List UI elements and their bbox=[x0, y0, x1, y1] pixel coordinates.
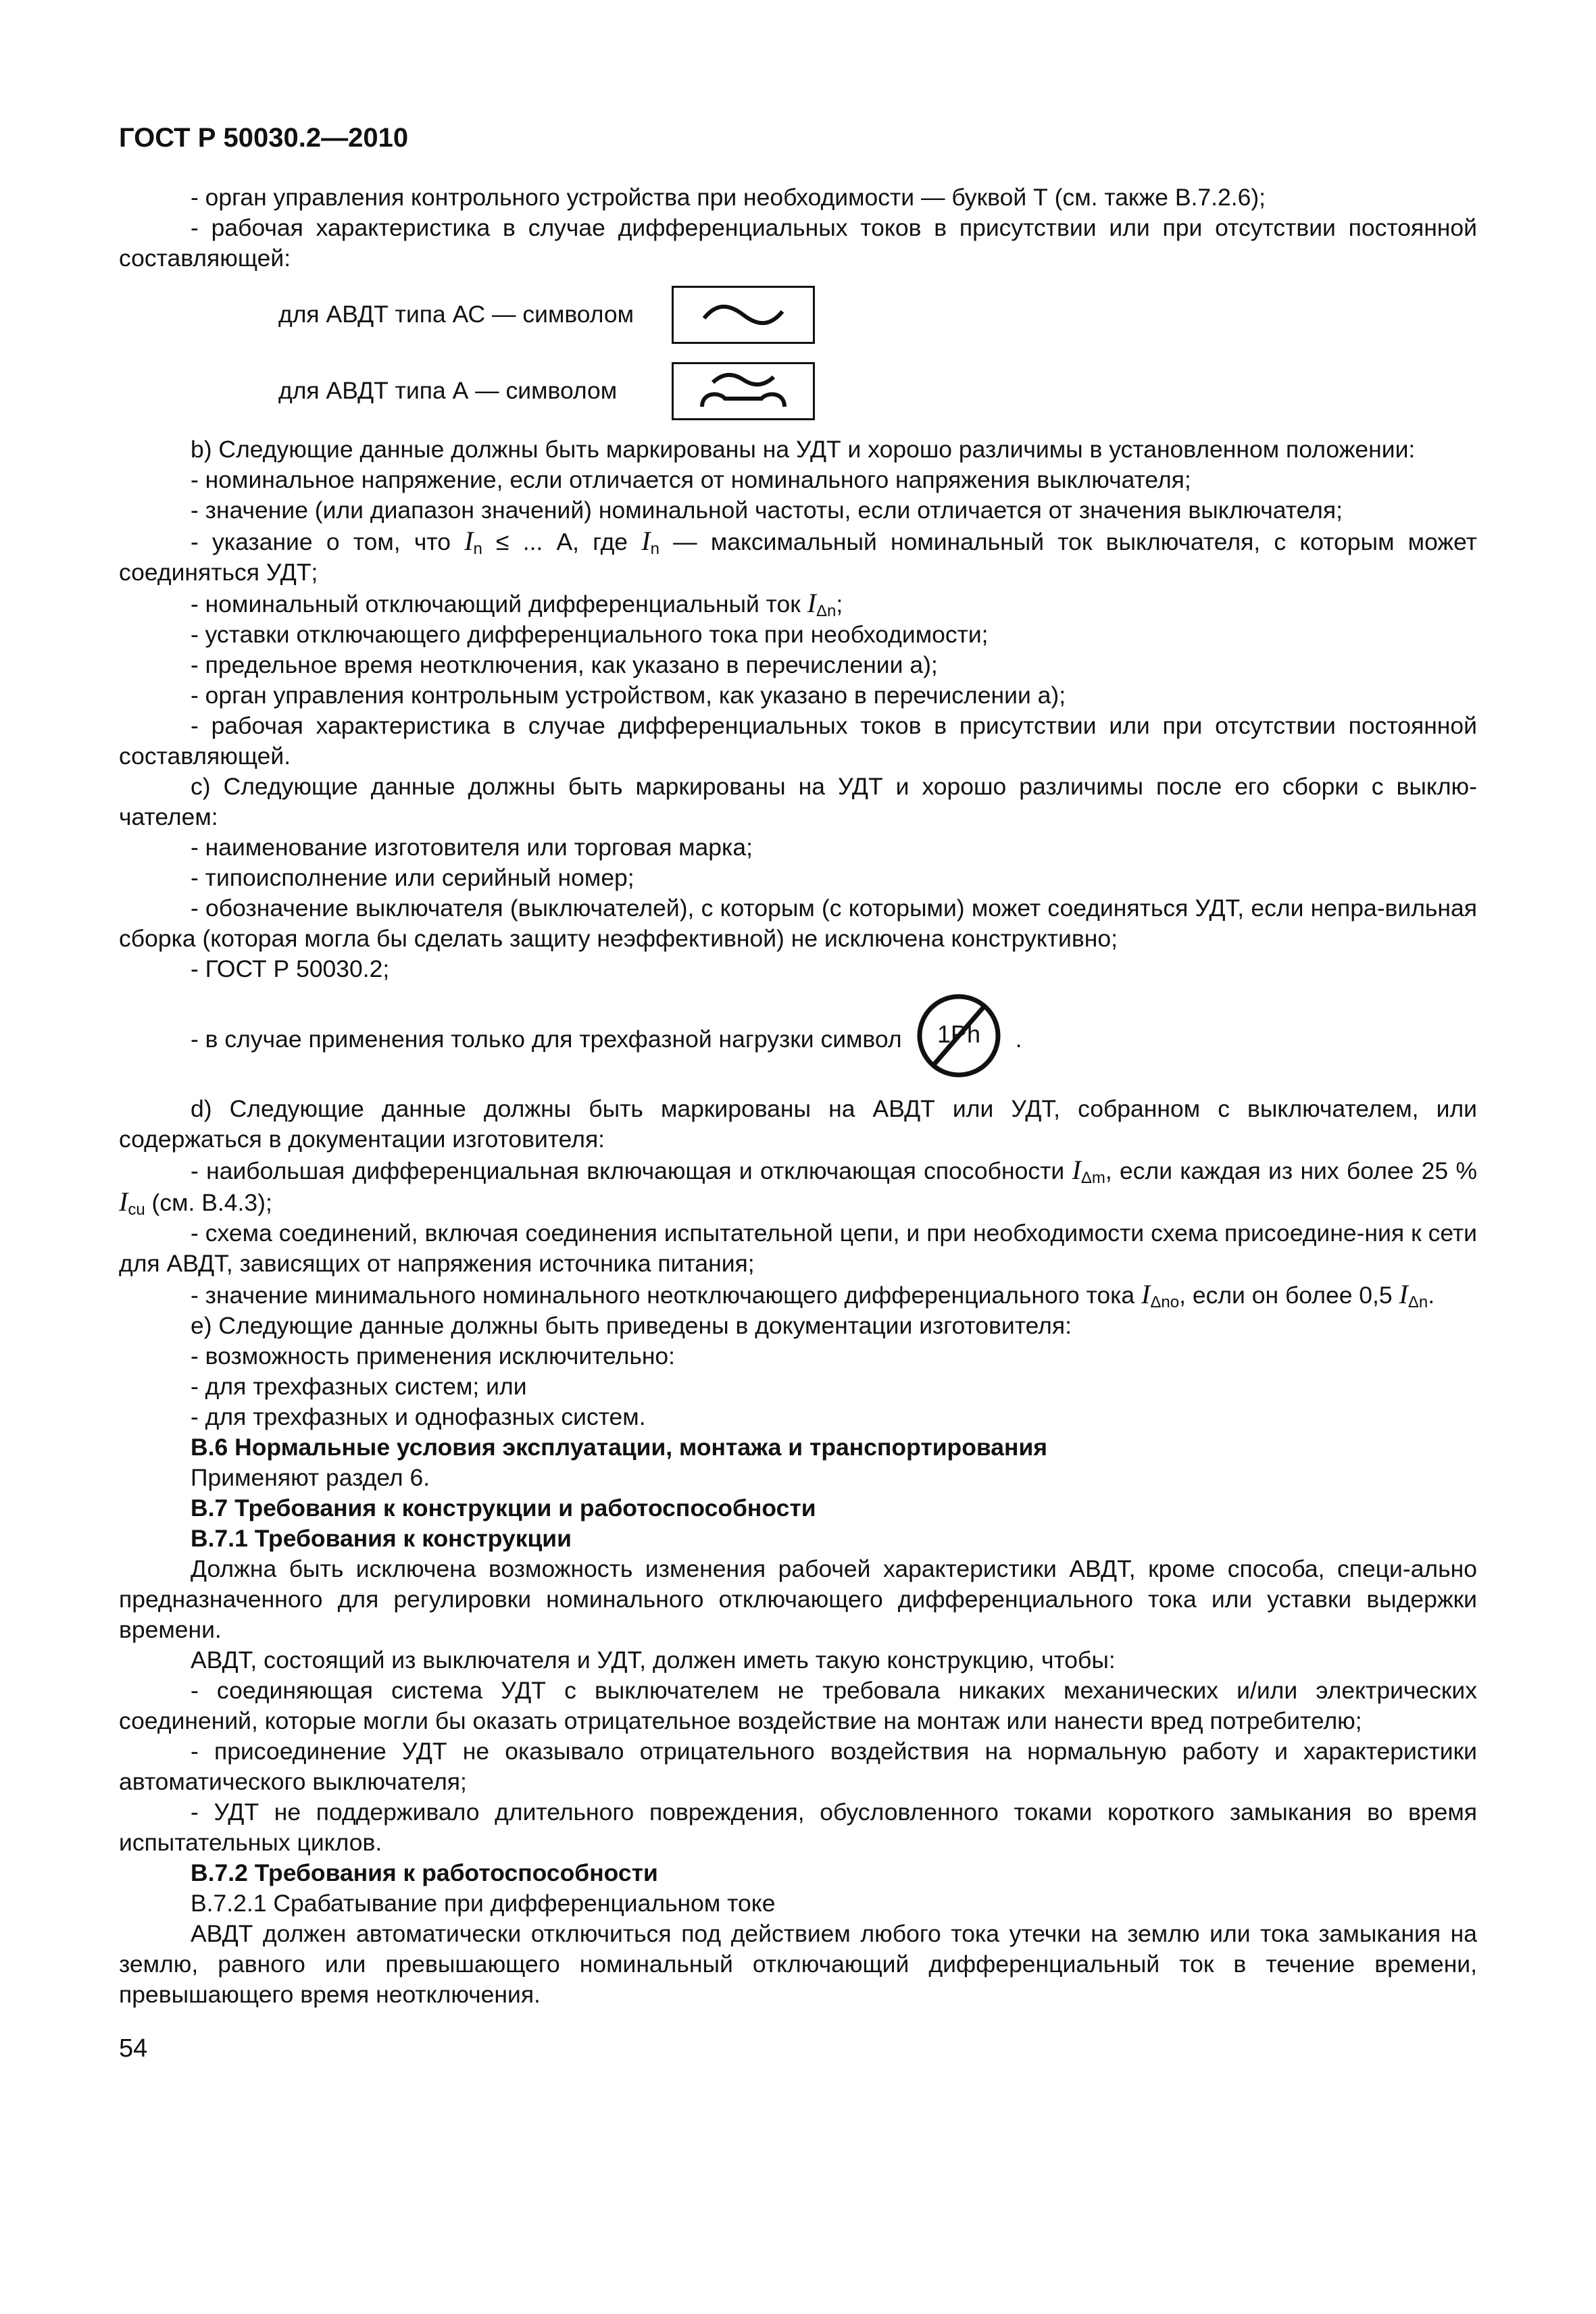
text-fragment: ≤ ... А, где bbox=[482, 528, 642, 555]
text-fragment: — максимальный номинальный ток выключателя, с которым может соединяться УДТ; bbox=[119, 528, 1477, 586]
symbol-i: I bbox=[1141, 1279, 1151, 1309]
section-b71-paragraph-2: АВДТ, состоящий из выключателя и УДТ, должен иметь такую конструкцию, чтобы: bbox=[191, 1646, 1116, 1674]
symbol-i: I bbox=[464, 526, 474, 556]
section-b-item-6: - предельное время неотключения, как указано в перечислении а); bbox=[191, 651, 938, 678]
section-b-item-3 bbox=[119, 526, 1477, 588]
section-b-intro: b) Следующие данные должны быть маркированы на УДТ и хорошо различимы в установленном положении: bbox=[191, 436, 1416, 463]
subscript: Δn bbox=[1407, 1293, 1428, 1311]
section-b71-heading: В.7.1 Требования к конструкции bbox=[191, 1525, 572, 1552]
section-e-item-1: - возможность применения исключительно: bbox=[191, 1342, 676, 1369]
no-single-phase-icon bbox=[914, 991, 1003, 1088]
text-fragment: , если каждая из них более 25 % bbox=[1105, 1157, 1478, 1184]
intro-line-1: - орган управления контрольного устройства при необходимости — буквой Т (см. также В.7.2.6); bbox=[191, 184, 1266, 211]
section-e-intro: е) Следующие данные должны быть приведены в документации изготовителя: bbox=[191, 1312, 1072, 1339]
section-d-item-2: - схема соединений, включая соединения испытательной цепи, и при необходимости схема присоедине-ния к сети для АВДТ, зависящих от напряжения источника питания; bbox=[119, 1219, 1477, 1277]
section-b71-item-2: - присоединение УДТ не оказывало отрицательного воздействия на нормальную работу и характеристики автоматического выключателя; bbox=[119, 1738, 1477, 1795]
section-c-item-2: - типоисполнение или серийный номер; bbox=[191, 864, 634, 891]
text-fragment: - наибольшая дифференциальная включающая и отключающая способности bbox=[191, 1157, 1072, 1184]
section-d-item-1 bbox=[119, 1155, 1477, 1218]
symbol-i: I bbox=[641, 526, 651, 556]
subscript: n bbox=[473, 540, 482, 558]
section-b-item-4 bbox=[191, 588, 1477, 620]
section-c-item-5-end: . bbox=[1015, 1025, 1022, 1053]
section-b71-paragraph-1: Должна быть исключена возможность изменения рабочей характеристики АВДТ, кроме способа, специ-ально предназначенного для регулировки номинального отключающего дифференциального тока или уставки выдержки времени. bbox=[119, 1555, 1477, 1643]
subscript: cu bbox=[128, 1201, 145, 1219]
section-b721-paragraph: АВДТ должен автоматически отключиться под действием любого тока утечки на землю или тока замыкания на землю, равного или превышающего номинальный отключающий дифференциальный ток в течение времени, превышающего время неотключения. bbox=[119, 1920, 1477, 2008]
subscript: Δm bbox=[1080, 1169, 1105, 1187]
section-b-item-8: - рабочая характеристика в случае дифференциальных токов в присутствии или при отсутствии постоянной составляющей. bbox=[119, 712, 1477, 770]
section-b-item-2: - значение (или диапазон значений) номинальной частоты, если отличается от значения выключателя; bbox=[191, 497, 1343, 524]
section-d-item-3 bbox=[119, 1279, 1477, 1311]
section-c-item-4: - ГОСТ Р 50030.2; bbox=[191, 955, 390, 982]
symbol-i: I bbox=[807, 588, 816, 618]
section-b7-heading: В.7 Требования к конструкции и работоспособности bbox=[191, 1494, 816, 1521]
text-fragment: (см. В.4.3); bbox=[145, 1189, 272, 1216]
section-e-item-3: - для трехфазных и однофазных систем. bbox=[191, 1403, 646, 1430]
section-b721-heading: В.7.2.1 Срабатывание при дифференциальном токе bbox=[191, 1890, 776, 1917]
text-fragment: - значение минимального номинального неотключающего дифференциального тока bbox=[191, 1282, 1142, 1309]
section-c-intro: с) Следующие данные должны быть маркированы на УДТ и хорошо различимы после его сборки с выклю-чателем: bbox=[119, 773, 1477, 830]
ac-symbol-label: для АВДТ типа АС — символом bbox=[278, 301, 634, 328]
subscript: Δno bbox=[1150, 1293, 1180, 1311]
symbol-i: I bbox=[119, 1186, 128, 1217]
section-d-intro: d) Следующие данные должны быть маркированы на АВДТ или УДТ, собранном с выключателем, или содержаться в документации изготовителя: bbox=[119, 1095, 1477, 1153]
pulsating-dc-icon bbox=[672, 362, 815, 420]
text-fragment: ; bbox=[836, 590, 843, 618]
document-header: ГОСТ Р 50030.2—2010 bbox=[119, 123, 409, 153]
page-number: 54 bbox=[119, 2034, 148, 2063]
a-symbol-label: для АВДТ типа А — символом bbox=[278, 377, 618, 404]
a-symbol-row bbox=[278, 359, 1477, 422]
subscript: n bbox=[650, 540, 659, 558]
section-c-item-1: - наименование изготовителя или торговая марка; bbox=[191, 834, 753, 861]
section-c-item-3: - обозначение выключателя (выключателей), с которым (с которыми) может соединяться УДТ, если непра-вильная сборка (которая могла бы сделать защиту неэффективной) не исключена конструктивно; bbox=[119, 895, 1477, 952]
subscript: Δn bbox=[816, 602, 837, 620]
symbol-i: I bbox=[1399, 1279, 1408, 1309]
section-b-item-1: - номинальное напряжение, если отличается от номинального напряжения выключателя; bbox=[191, 466, 1191, 493]
section-b-item-7: - орган управления контрольным устройством, как указано в перечислении а); bbox=[191, 682, 1066, 709]
symbol-i: I bbox=[1072, 1155, 1081, 1185]
section-b6-text: Применяют раздел 6. bbox=[191, 1464, 430, 1491]
ph-symbol-text: 1Ph bbox=[937, 1020, 980, 1048]
section-c-item-5 bbox=[191, 991, 1477, 1087]
sine-wave-icon bbox=[672, 286, 815, 344]
text-fragment: - номинальный отключающий дифференциальный ток bbox=[191, 590, 807, 618]
section-b71-item-3: - УДТ не поддерживало длительного повреждения, обусловленного токами короткого замыкания во время испытательных циклов. bbox=[119, 1799, 1477, 1856]
text-fragment: , если он более 0,5 bbox=[1179, 1282, 1399, 1309]
document-page bbox=[119, 122, 1477, 2064]
section-b6-heading: В.6 Нормальные условия эксплуатации, монтажа и транспортирования bbox=[191, 1434, 1047, 1461]
section-c-item-5-text: - в случае применения только для трехфазной нагрузки символ bbox=[191, 1025, 902, 1053]
text-fragment: . bbox=[1428, 1282, 1435, 1309]
section-b72-heading: В.7.2 Требования к работоспособности bbox=[191, 1859, 658, 1886]
text-fragment: - указание о том, что bbox=[191, 528, 465, 555]
section-b71-item-1: - соединяющая система УДТ с выключателем не требовала никаких механических и/или электрических соединений, которые могли бы оказать отрицательное воздействие на монтаж или нанести вред потребителю; bbox=[119, 1677, 1477, 1734]
ac-symbol-row bbox=[278, 283, 1477, 346]
intro-line-2: - рабочая характеристика в случае дифференциальных токов в присутствии или при отсутствии постоянной составляющей: bbox=[119, 214, 1477, 272]
section-e-item-2: - для трехфазных систем; или bbox=[191, 1373, 527, 1400]
section-b-item-5: - уставки отключающего дифференциального тока при необходимости; bbox=[191, 621, 989, 648]
